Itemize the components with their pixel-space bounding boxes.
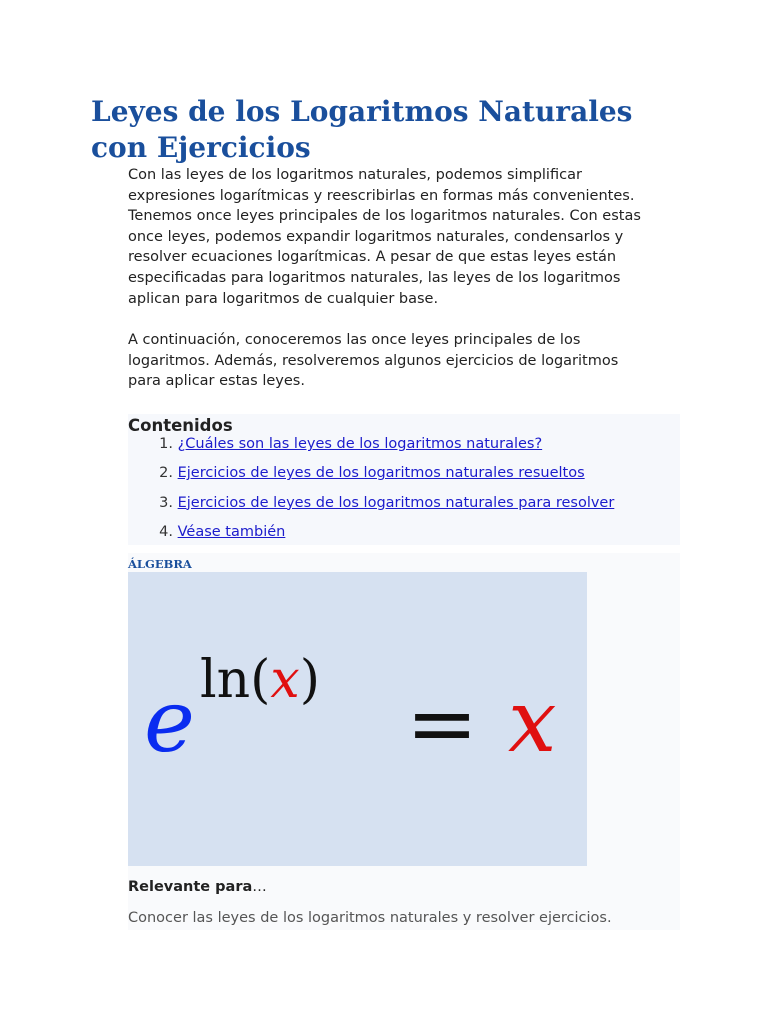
formula-image — [128, 572, 587, 866]
second-paragraph — [128, 330, 618, 392]
text-line: A continuación, conoceremos las once leyes principales de los — [128, 332, 581, 348]
toc-link-vease[interactable]: Véase también — [177, 523, 286, 540]
formula-exponent: ln(x) — [200, 650, 321, 710]
table-of-contents — [128, 414, 680, 545]
text-line: para aplicar estas leyes. — [128, 373, 305, 390]
category-label[interactable]: ÁLGEBRA — [128, 557, 192, 571]
text-line: especificadas para logaritmos naturales, las leyes de los logaritmos — [128, 269, 621, 286]
text-line: once leyes, podemos expandir logaritmos naturales, condensarlos y — [128, 228, 624, 245]
relevant-label: Relevante para… — [128, 879, 267, 895]
text-line: logaritmos. Además, resolveremos algunos ejercicios de logaritmos — [128, 352, 619, 369]
formula-rhs: x — [508, 672, 557, 772]
toc-link-para-resolver[interactable]: Ejercicios de leyes de los logaritmos naturales para resolver — [177, 494, 615, 511]
formula-equals: = — [406, 674, 479, 774]
toc-heading: Contenidos — [128, 416, 233, 435]
toc-link-leyes[interactable]: ¿Cuáles son las leyes de los logaritmos naturales? — [177, 436, 543, 452]
text-line: expresiones logarítmicas y reescribirlas en formas más convenientes. — [128, 187, 635, 204]
intro-paragraph — [128, 165, 641, 309]
text-line: Tenemos once leyes principales de los logaritmos naturales. Con estas — [128, 208, 641, 225]
toc-item: 4. Véase también — [159, 523, 286, 540]
text-line: resolver ecuaciones logarítmicas. A pesar de que estas leyes están — [128, 249, 617, 266]
text-line: aplican para logaritmos de cualquier base. — [128, 290, 439, 307]
toc-link-resueltos[interactable]: Ejercicios de leyes de los logaritmos naturales resueltos — [177, 465, 585, 482]
text-line: Con las leyes de los logaritmos naturales, podemos simplificar — [128, 167, 582, 183]
toc-item: 3. Ejercicios de leyes de los logaritmos naturales para resolver — [159, 494, 615, 511]
toc-item: 1. ¿Cuáles son las leyes de los logaritmos naturales? — [159, 436, 543, 452]
page-title: Leyes de los Logaritmos Naturales con Ejercicios — [91, 95, 633, 164]
toc-item: 2. Ejercicios de leyes de los logaritmos naturales resueltos — [159, 465, 585, 482]
relevant-text: Conocer las leyes de los logaritmos naturales y resolver ejercicios. — [128, 910, 612, 926]
article-card[interactable] — [128, 553, 680, 930]
formula-base: e — [144, 672, 195, 772]
